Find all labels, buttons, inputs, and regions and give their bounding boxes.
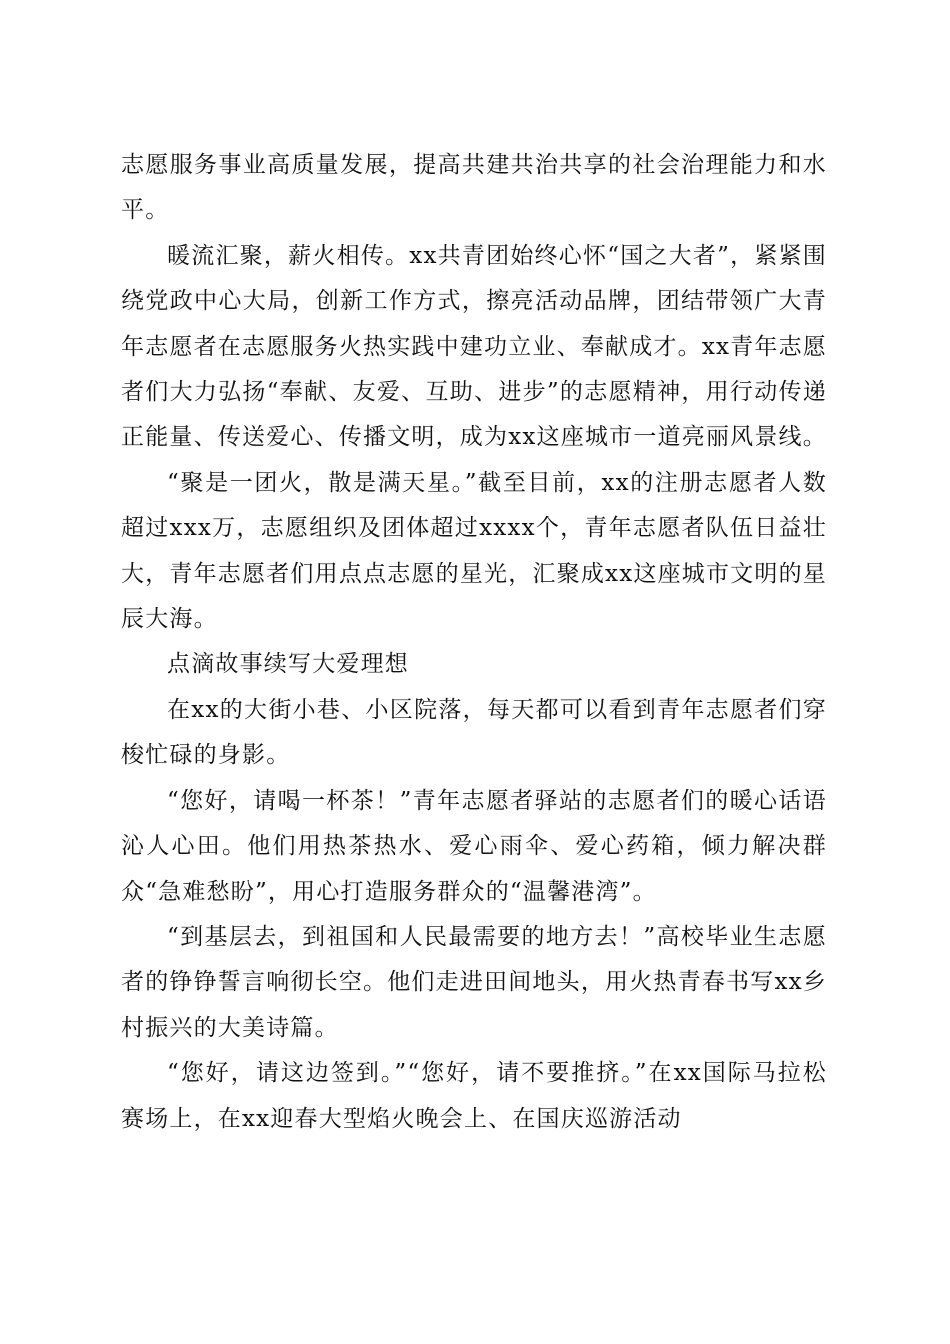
paragraph: “到基层去，到祖国和人民最需要的地方去！”高校毕业生志愿者的铮铮誓言响彻长空。他们走进田间地头，用火热青春书写xx乡村振兴的大美诗篇。 [121,923,827,1041]
paragraph: “聚是一团火，散是满天星。”截至目前，xx的注册志愿者人数超过xxx万，志愿组织及团体超过xxxx个，青年志愿者队伍日益壮大，青年志愿者们用点点志愿的星光，汇聚成xx这座城市文明的星辰大海。 [121,469,827,633]
paragraph: “您好，请喝一杯茶！”青年志愿者驿站的志愿者们的暖心话语沁人心田。他们用热茶热水、爱心雨伞、爱心药箱，倾力解决群众“急难愁盼”，用心打造服务群众的“温馨港湾”。 [121,787,827,905]
document-body [121,143,827,1142]
paragraph: “您好，请这边签到。”“您好，请不要推挤。”在xx国际马拉松赛场上，在xx迎春大型焰火晚会上、在国庆巡游活动 [121,1060,827,1132]
paragraph: 志愿服务事业高质量发展，提高共建共治共享的社会治理能力和水平。 [121,152,827,224]
paragraph: 暖流汇聚，薪火相传。xx共青团始终心怀“国之大者”，紧紧围绕党政中心大局，创新工作方式，擦亮活动品牌，团结带领广大青年志愿者在志愿服务火热实践中建功立业、奉献成才。xx青年志愿者们大力弘扬“奉献、友爱、互助、进步”的志愿精神，用行动传递正能量、传送爱心、传播文明，成为xx这座城市一道亮丽风景线。 [121,242,827,451]
paragraph: 在xx的大街小巷、小区院落，每天都可以看到青年志愿者们穿梭忙碌的身影。 [121,696,827,769]
section-heading: 点滴故事续写大爱理想 [167,651,409,678]
